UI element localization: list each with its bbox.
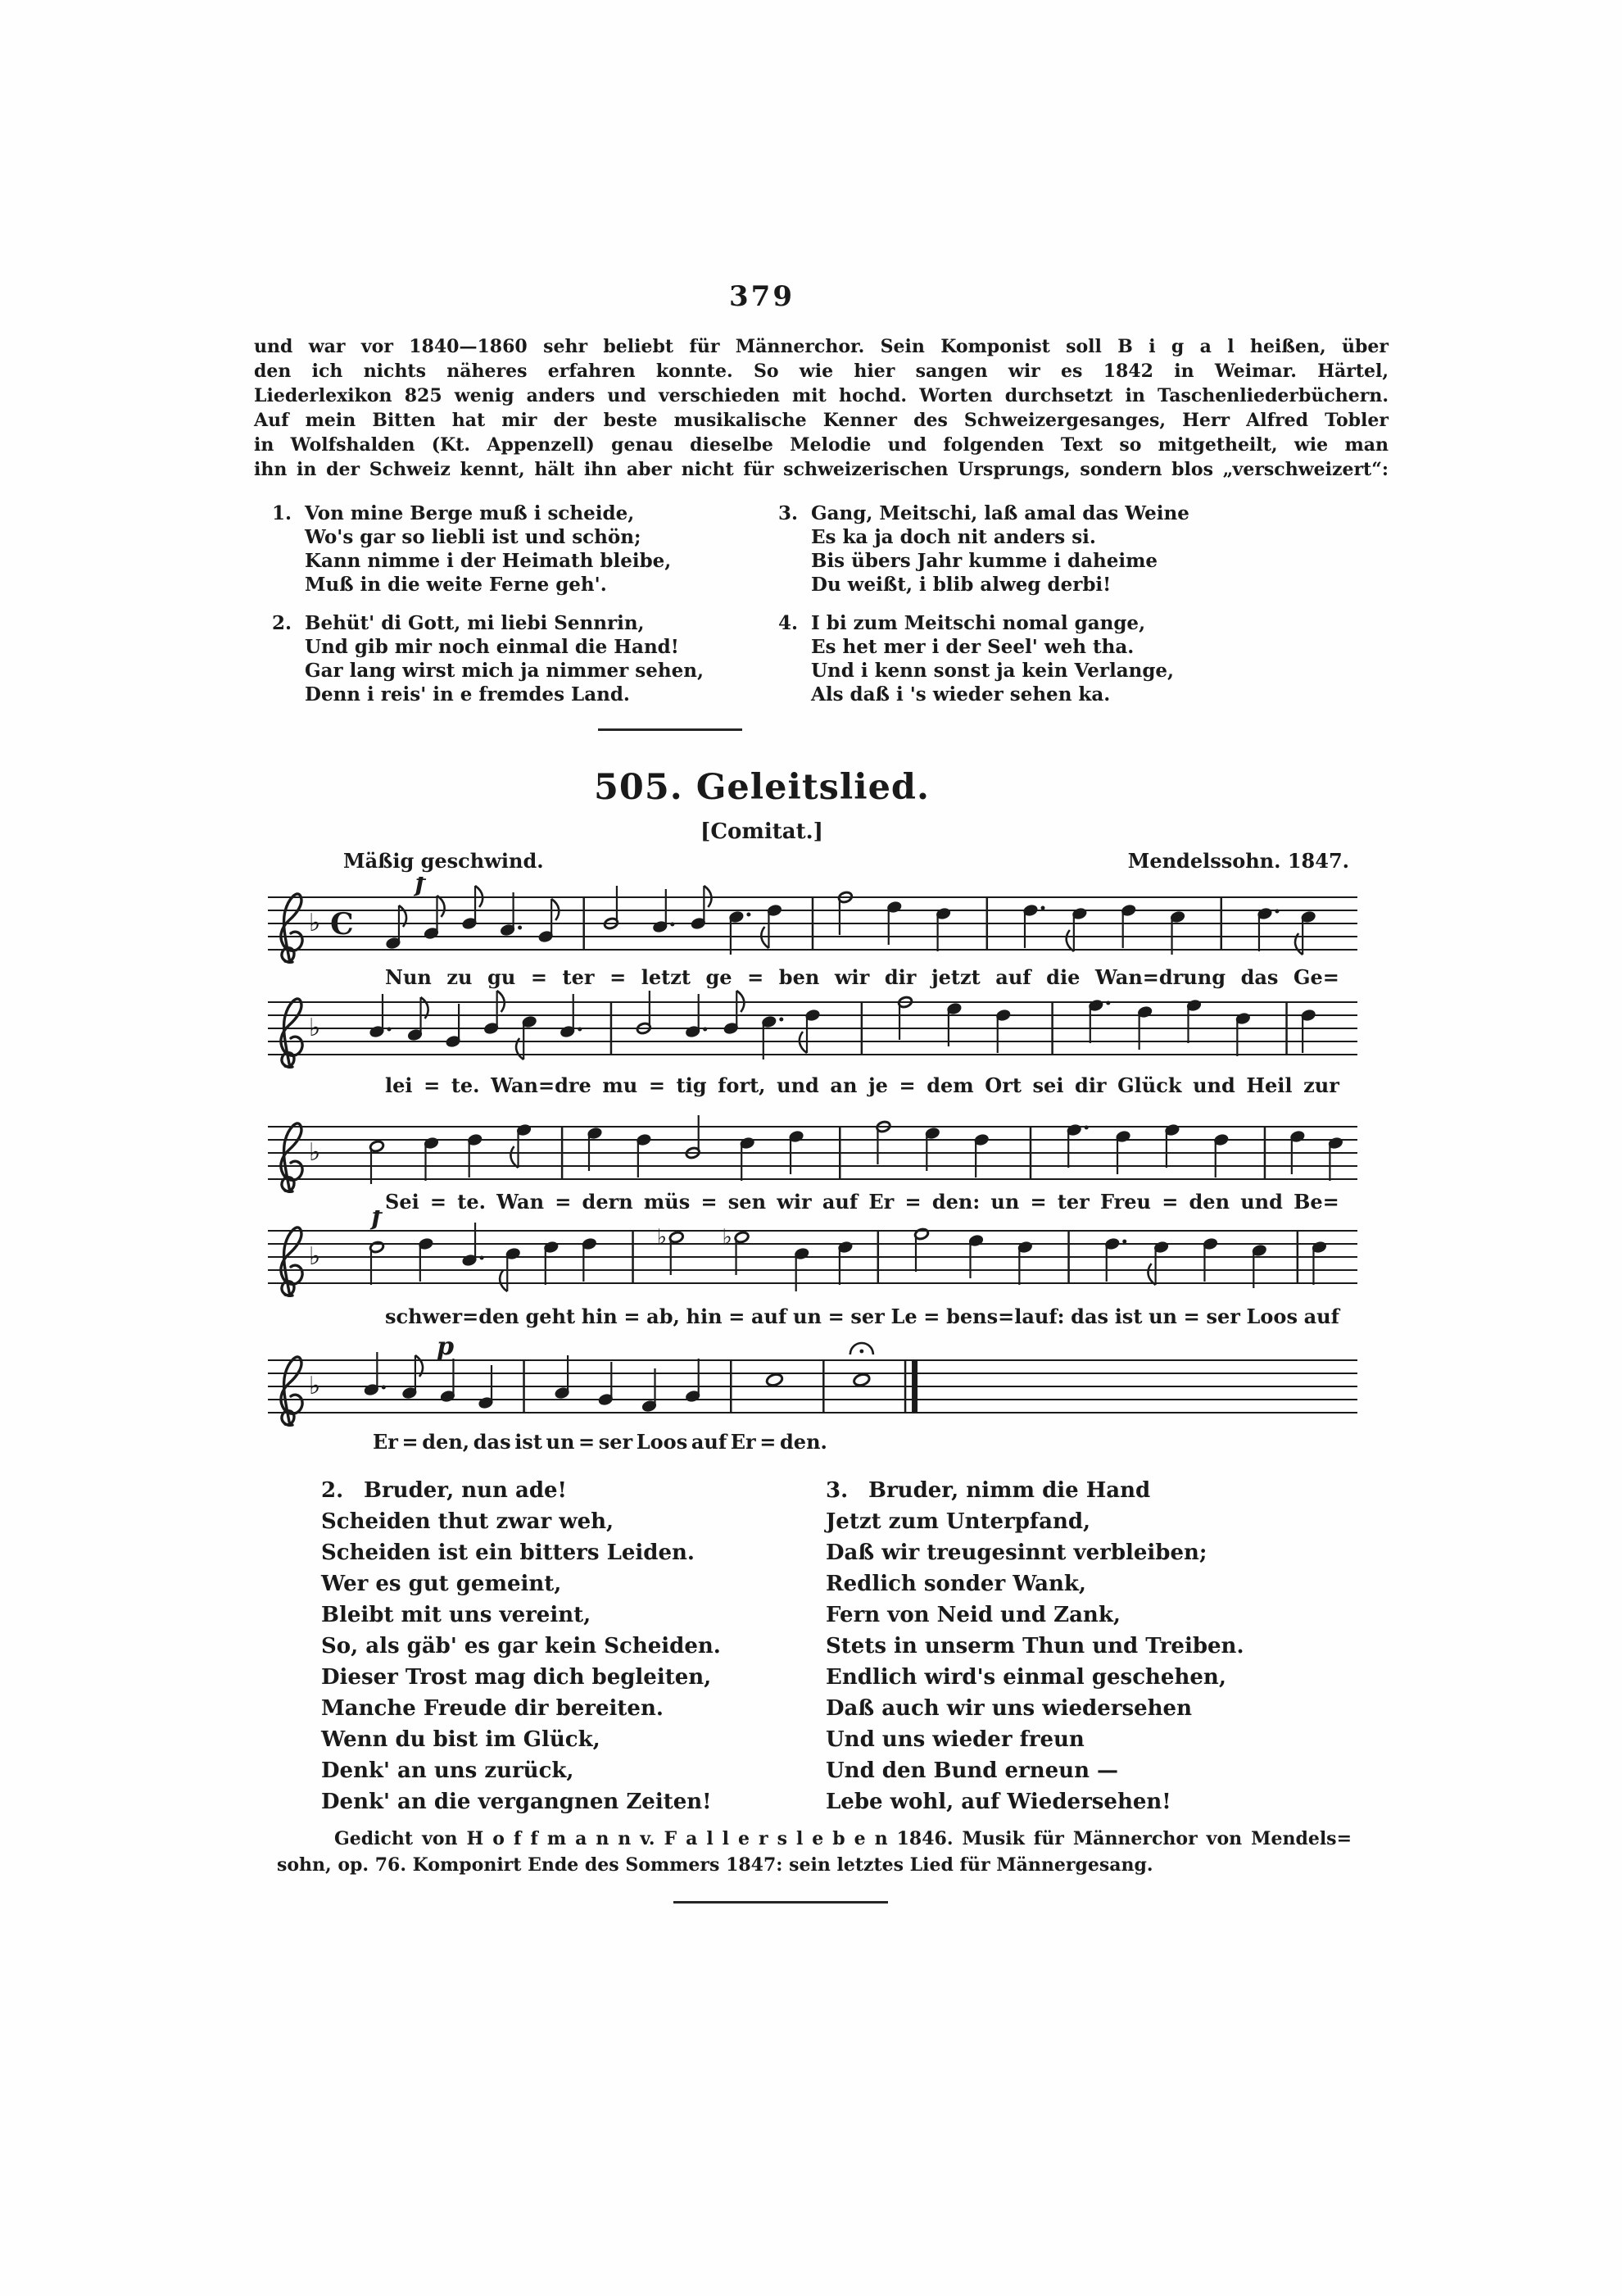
lyric-syllable: = <box>609 965 627 989</box>
verse-number: 1. <box>272 502 292 524</box>
note <box>914 1227 930 1272</box>
intro-line: den ich nichts näheres erfahren konnte. So wie hier sangen wir es 1842 in Weimar. Härtel, <box>254 361 1389 382</box>
note <box>765 1373 783 1387</box>
composer-credit: Mendelssohn. 1847. <box>1127 849 1349 873</box>
verse-line: Daß auch wir uns wiedersehen <box>826 1696 1192 1721</box>
lyric-syllable: te. <box>451 1073 480 1097</box>
note <box>424 896 444 940</box>
lyric-syllable: den: <box>931 1190 981 1214</box>
verse-line: Es het mer i der Seel' weh tha. <box>811 636 1135 658</box>
verse-line: 3. Bruder, nimm die Hand <box>783 1475 1324 1506</box>
verse-number: 3. <box>778 502 799 524</box>
lyric-syllable: = <box>623 1305 641 1328</box>
note <box>1235 1012 1251 1056</box>
verse-line: Kann nimme i der Heimath bleibe, <box>305 550 672 572</box>
lyric-syllable: das <box>1240 965 1279 989</box>
note <box>516 1015 537 1060</box>
lyric-syllable: ge <box>705 965 732 989</box>
lyric-syllable: müs <box>643 1190 691 1214</box>
eighth-flag <box>510 1146 518 1168</box>
lyric-syllable: das <box>473 1430 511 1454</box>
verse-line: Wo's gar so liebli ist und schön; <box>305 526 641 548</box>
note <box>1213 1133 1229 1177</box>
lyric-syllable: und <box>777 1073 819 1097</box>
note <box>582 1237 597 1282</box>
closing-verse-right-column <box>783 1475 1324 1817</box>
lyric-syllable: und <box>1240 1190 1283 1214</box>
augmentation-dot <box>703 1028 707 1032</box>
note <box>995 1009 1011 1053</box>
verse-line: Gar lang wirst mich ja nimmer sehen, <box>305 660 704 682</box>
verse-line: Denk' an uns zurück, <box>321 1758 574 1783</box>
time-signature: C <box>330 907 354 942</box>
lyric-syllable: auf <box>691 1430 727 1454</box>
lyric-syllable: sei <box>1032 1073 1064 1097</box>
lyric-syllable: Glück <box>1117 1073 1182 1097</box>
note <box>369 1241 385 1285</box>
lyric-syllable: Sei <box>385 1190 419 1214</box>
lyric-syllable: Loos <box>636 1430 688 1454</box>
dialect-verses-left-column <box>272 501 763 706</box>
lyric-syllable: dir <box>884 965 917 989</box>
verse <box>783 1475 1324 1817</box>
flat-sign: ♭ <box>309 1138 321 1167</box>
lyrics-line <box>385 965 1339 989</box>
lyric-syllable: bens=lauf: <box>946 1305 1065 1328</box>
lyric-syllable: fort, <box>718 1073 766 1097</box>
lyrics-line <box>385 1190 1339 1214</box>
lyric-syllable: die <box>1046 965 1081 989</box>
lyric-syllable: un <box>546 1430 575 1454</box>
augmentation-dot <box>480 1256 484 1260</box>
footer-line: sohn, op. 76. Komponirt Ende des Sommers 1847: sein letztes Lied für Männergesang. <box>277 1854 1153 1876</box>
lyric-syllable: Loos <box>1246 1305 1298 1328</box>
lyric-syllable: letzt <box>641 965 691 989</box>
lyric-syllable: zur <box>1303 1073 1339 1097</box>
note <box>510 1123 531 1168</box>
dialect-verses-right-column <box>778 501 1303 706</box>
note <box>1203 1237 1218 1282</box>
verse-line: Endlich wird's einmal geschehen, <box>826 1665 1226 1690</box>
verse-line: Und uns wieder freun <box>826 1727 1085 1752</box>
fermata-icon <box>850 1343 873 1354</box>
lyric-syllable: jetzt <box>931 965 981 989</box>
augmentation-dot <box>1041 906 1045 910</box>
staff-svg <box>268 982 1357 1080</box>
note <box>641 1368 657 1413</box>
lyric-syllable: te. <box>457 1190 486 1214</box>
lyric-syllable: wir <box>777 1190 812 1214</box>
lyrics-line <box>373 1430 827 1454</box>
verse-line: Denn i reis' in e fremdes Land. <box>305 683 630 706</box>
intro-line: Auf mein Bitten hat mir der beste musikalische Kenner des Schweizergesanges, Herr Alfred Tobler <box>254 410 1389 431</box>
note <box>1165 1123 1180 1168</box>
note <box>1148 1241 1168 1285</box>
note <box>386 905 406 950</box>
lyric-syllable: auf <box>995 965 1031 989</box>
verse-line: 2. Bruder, nun ade! <box>279 1475 770 1506</box>
augmentation-dot <box>670 923 674 927</box>
verse-line: Bis übers Jahr kumme i daheime <box>811 550 1158 572</box>
lyric-syllable: ser <box>1206 1305 1240 1328</box>
verse-line: 4. I bi zum Meitschi nomal gange, <box>778 612 1146 634</box>
verse-line: Scheiden ist ein bitters Leiden. <box>321 1540 695 1565</box>
lyric-syllable: = <box>700 1190 718 1214</box>
lyric-syllable: Nun <box>385 965 432 989</box>
verse-line: Stets in unserm Thun und Treiben. <box>826 1634 1244 1658</box>
lyric-syllable: = <box>747 965 764 989</box>
page-number: 379 <box>729 280 795 313</box>
lyric-syllable: Le <box>890 1305 917 1328</box>
verse-line: Manche Freude dir bereiten. <box>321 1696 664 1721</box>
tempo-marking: Mäßig geschwind. <box>343 849 544 873</box>
note <box>1252 1244 1267 1288</box>
eighth-flag <box>1067 930 1074 951</box>
note <box>1295 910 1316 955</box>
flat-sign: ♭ <box>309 909 321 937</box>
note <box>947 1002 963 1046</box>
lyric-syllable: das <box>1071 1305 1109 1328</box>
note <box>1017 1241 1033 1285</box>
augmentation-dot <box>1275 910 1279 914</box>
note <box>587 1127 603 1171</box>
lyric-syllable: = <box>1162 1190 1179 1214</box>
treble-clef-icon <box>281 894 302 962</box>
note <box>500 892 522 937</box>
lyric-syllable: ben <box>778 965 820 989</box>
lyric-syllable: ist <box>514 1430 542 1454</box>
augmentation-dot <box>382 1386 386 1390</box>
lyric-syllable: ter <box>562 965 595 989</box>
verse <box>279 1475 770 1817</box>
treble-clef-icon <box>281 1123 302 1191</box>
lyric-syllable: Heil <box>1246 1073 1293 1097</box>
music-staff <box>268 982 1357 1080</box>
lyric-syllable: Wan=drung <box>1094 965 1226 989</box>
lyric-syllable: = <box>578 1430 596 1454</box>
lyrics-line <box>385 1305 1339 1328</box>
verse <box>778 611 1303 706</box>
verse-line: Und gib mir noch einmal die Hand! <box>305 636 679 658</box>
lyric-syllable: mu <box>602 1073 638 1097</box>
lyric-syllable: Ge= <box>1293 965 1339 989</box>
music-staff <box>268 1210 1357 1309</box>
lyric-syllable: dem <box>927 1073 974 1097</box>
treble-clef-icon <box>281 999 302 1067</box>
lyric-syllable: dern <box>582 1190 633 1214</box>
lyric-syllable: gu <box>487 965 516 989</box>
lyric-syllable: = <box>429 1190 447 1214</box>
lyric-syllable: = <box>904 1190 922 1214</box>
staff-svg <box>268 1210 1357 1309</box>
staff-svg <box>268 1340 1357 1438</box>
note <box>1121 904 1136 948</box>
note <box>925 1127 940 1171</box>
lyric-syllable: ab, <box>646 1305 680 1328</box>
verse <box>272 501 763 597</box>
verse-line: Dieser Trost mag dich begleiten, <box>321 1665 712 1690</box>
verse-line: Jetzt zum Unterpfand, <box>826 1509 1091 1534</box>
intro-line: ihn in der Schweiz kennt, hält ihn aber nicht für schweizerischen Ursprungs, sondern blos „verschweizert“: <box>254 459 1389 480</box>
note <box>543 1241 559 1285</box>
note <box>729 910 751 955</box>
lyric-syllable: schwer=den <box>385 1305 519 1328</box>
lyric-syllable: Wan=dre <box>491 1073 591 1097</box>
lyric-syllable: lei <box>385 1073 413 1097</box>
lyric-syllable: den <box>1189 1190 1230 1214</box>
note <box>407 997 428 1041</box>
lyric-syllable: = <box>530 965 547 989</box>
accidental-flat: ♭ <box>722 1225 732 1250</box>
eighth-flag <box>500 1270 507 1291</box>
intro-line: Liederlexikon 825 wenig anders und verschieden mit hochd. Worten durchsetzt in Taschenliederbüchern. <box>254 385 1389 406</box>
lyric-syllable: = <box>424 1073 441 1097</box>
note <box>974 1133 990 1177</box>
lyric-syllable: an <box>830 1073 858 1097</box>
lyric-syllable: je <box>868 1073 888 1097</box>
verse-line: Wenn du bist im Glück, <box>321 1727 600 1752</box>
closing-verse-left-column <box>279 1475 770 1817</box>
note <box>598 1362 614 1406</box>
note <box>402 1355 423 1400</box>
note <box>1067 907 1087 951</box>
lyric-syllable: Be= <box>1294 1190 1339 1214</box>
flat-sign: ♭ <box>309 1014 321 1042</box>
footer-line: Gedicht von H o f f m a n n v. F a l l e r s l e b e n 1846. Musik für Männerchor von Mendels= <box>334 1828 1352 1849</box>
lyric-syllable: = <box>759 1430 777 1454</box>
note <box>369 1140 385 1184</box>
flat-sign: ♭ <box>309 1372 321 1400</box>
lyrics-line <box>385 1073 1339 1097</box>
eighth-flag <box>1148 1264 1155 1285</box>
lyric-syllable: = <box>1183 1305 1200 1328</box>
verse-line: Denk' an die vergangnen Zeiten! <box>321 1790 712 1814</box>
lyric-syllable: Er <box>373 1430 398 1454</box>
song-title: 505. Geleitslied. <box>594 767 930 808</box>
verse-number: 3. <box>826 1478 849 1503</box>
lyric-syllable: Er <box>730 1430 756 1454</box>
augmentation-dot <box>518 926 522 930</box>
verse-line: Und i kenn sonst ja kein Verlange, <box>811 660 1175 682</box>
song-subtitle: [Comitat.] <box>700 819 823 844</box>
augmentation-dot <box>1106 1001 1110 1005</box>
eighth-flag <box>437 896 445 917</box>
final-barline-thick <box>912 1360 917 1413</box>
verse <box>778 501 1303 597</box>
lyric-syllable: zu <box>446 965 473 989</box>
intro-paragraph <box>254 334 1389 482</box>
note <box>419 1237 434 1282</box>
note <box>1067 1123 1089 1168</box>
lyric-syllable: = <box>1030 1190 1047 1214</box>
lyric-syllable: den. <box>780 1430 827 1454</box>
tempo-composer-row <box>268 849 1357 873</box>
note <box>761 1015 783 1060</box>
dynamic-marking: f <box>371 1210 383 1232</box>
lyric-syllable: Freu <box>1100 1190 1151 1214</box>
verse-line: 2. Behüt' di Gott, mi liebi Sennrin, <box>272 612 645 634</box>
lyric-syllable: = <box>899 1073 916 1097</box>
lyric-syllable: = <box>555 1190 572 1214</box>
footer-note <box>277 1826 1352 1878</box>
verse <box>272 611 763 706</box>
lyric-syllable: un <box>1149 1305 1177 1328</box>
verse-line: 3. Gang, Meitschi, laß amal das Weine <box>778 502 1189 524</box>
intro-line: in Wolfshalden (Kt. Appenzell) genau dieselbe Melodie und folgenden Text so mitgetheilt, wie man <box>254 434 1389 456</box>
verse-line: Lebe wohl, auf Wiedersehen! <box>826 1790 1171 1814</box>
lyric-syllable: sen <box>727 1190 767 1214</box>
augmentation-dot <box>779 1018 783 1022</box>
lyric-syllable: ser <box>598 1430 633 1454</box>
verse-line: Daß wir treugesinnt verbleiben; <box>826 1540 1207 1565</box>
lyric-syllable: hin <box>686 1305 723 1328</box>
dynamic-marking: f <box>415 877 426 898</box>
note <box>1186 999 1202 1043</box>
note <box>440 1359 455 1403</box>
lyric-syllable: den, <box>422 1430 470 1454</box>
verse-line: 1. Von mine Berge muß i scheide, <box>272 502 635 524</box>
note <box>1312 1241 1327 1285</box>
lyric-syllable: dir <box>1075 1073 1107 1097</box>
note <box>446 1004 461 1048</box>
end-divider <box>673 1901 888 1904</box>
lyric-syllable: auf <box>1303 1305 1339 1328</box>
verse-line: Es ka ja doch nit anders si. <box>811 526 1096 548</box>
augmentation-dot <box>387 1028 392 1032</box>
lyric-syllable: wir <box>834 965 870 989</box>
note <box>1328 1137 1343 1181</box>
verse-line: Du weißt, i blib alweg derbi! <box>811 574 1112 596</box>
lyric-syllable: hin <box>581 1305 618 1328</box>
note <box>1088 999 1110 1043</box>
note <box>657 1225 684 1275</box>
note <box>1170 910 1185 955</box>
verse-line: Und den Bund erneun — <box>826 1758 1119 1783</box>
verse-line: Wer es gut gemeint, <box>321 1572 562 1596</box>
treble-clef-icon <box>281 1227 302 1295</box>
augmentation-dot <box>1085 1126 1089 1130</box>
lyric-syllable: ter <box>1057 1190 1090 1214</box>
verse-line: Redlich sonder Wank, <box>826 1572 1086 1596</box>
lyric-syllable: ser <box>850 1305 885 1328</box>
verse-line: Bleibt mit uns vereint, <box>321 1603 591 1627</box>
note <box>740 1137 755 1181</box>
lyric-syllable: = <box>923 1305 940 1328</box>
section-divider <box>598 728 742 731</box>
note <box>637 1133 652 1177</box>
lyric-syllable: auf <box>822 1190 859 1214</box>
verse-number: 2. <box>321 1478 344 1503</box>
lyric-syllable: geht <box>525 1305 576 1328</box>
note <box>555 1355 570 1400</box>
lyric-syllable: un <box>990 1190 1020 1214</box>
note <box>685 1359 700 1403</box>
lyric-syllable: Wan <box>496 1190 545 1214</box>
verse-number: 2. <box>272 612 292 634</box>
music-staff <box>268 1340 1357 1438</box>
verse-line: So, als gäb' es gar kein Scheiden. <box>321 1634 721 1658</box>
verse-line: Scheiden thut zwar weh, <box>321 1509 614 1534</box>
note <box>1301 1009 1316 1053</box>
note <box>936 907 951 951</box>
lyric-syllable: Er <box>868 1190 895 1214</box>
flat-sign: ♭ <box>309 1242 321 1271</box>
verse-line: Fern von Neid und Zank, <box>826 1603 1121 1627</box>
note <box>467 1133 483 1177</box>
lyric-syllable: ist <box>1114 1305 1143 1328</box>
augmentation-dot <box>1122 1240 1126 1244</box>
lyric-syllable: und <box>1193 1073 1235 1097</box>
intro-line: und war vor 1840—1860 sehr beliebt für Männerchor. Sein Komponist soll B i g a l heißen, über <box>254 336 1389 357</box>
accidental-flat: ♭ <box>656 1225 668 1250</box>
note <box>1257 907 1280 951</box>
lyric-syllable: auf <box>751 1305 787 1328</box>
lyric-syllable: Ort <box>985 1073 1022 1097</box>
augmentation-dot <box>746 913 750 917</box>
augmentation-dot <box>578 1028 582 1032</box>
note <box>424 1137 439 1181</box>
staff-svg <box>268 877 1357 975</box>
note <box>838 1241 854 1285</box>
lyric-syllable: un <box>793 1305 822 1328</box>
verse-number: 4. <box>778 612 799 634</box>
verse-line: Muß in die weite Ferne geh'. <box>305 574 607 596</box>
lyric-syllable: = <box>728 1305 745 1328</box>
note <box>853 1373 871 1387</box>
note <box>723 1225 750 1275</box>
lyric-syllable: = <box>827 1305 845 1328</box>
lyric-syllable: tig <box>676 1073 707 1097</box>
verse-line: Als daß i 's wieder sehen ka. <box>811 683 1111 706</box>
music-staff <box>268 877 1357 975</box>
treble-clef-icon <box>281 1357 302 1425</box>
dynamic-marking: p <box>437 1340 455 1361</box>
lyric-syllable: = <box>401 1430 419 1454</box>
lyric-syllable: = <box>648 1073 665 1097</box>
